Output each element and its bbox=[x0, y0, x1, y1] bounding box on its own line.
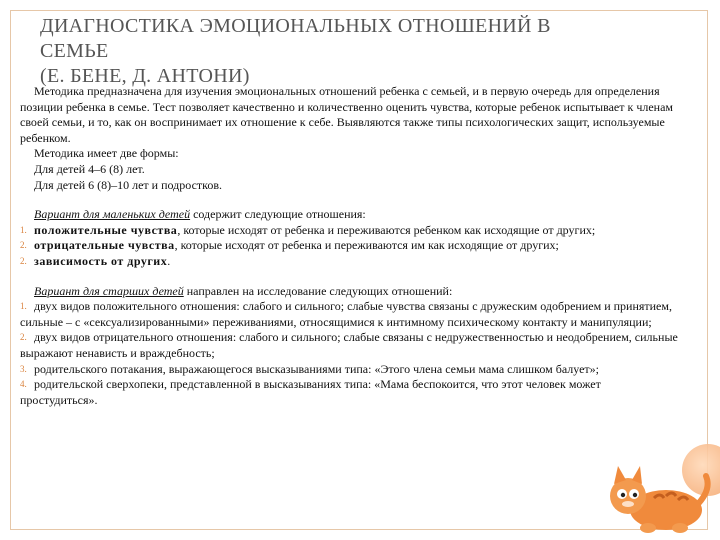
old-item bbox=[20, 299, 680, 330]
list-number: 1. bbox=[20, 301, 27, 312]
list-number: 4. bbox=[20, 379, 27, 390]
young-item bbox=[20, 223, 680, 239]
list-number: 2. bbox=[20, 255, 27, 266]
title-line-2: СЕМЬЕ bbox=[40, 40, 109, 62]
variant-young-label: Вариант для маленьких детей bbox=[34, 207, 191, 222]
old-item bbox=[20, 362, 680, 378]
form-2: Для детей 6 (8)–10 лет и подростков. bbox=[34, 177, 223, 192]
variant-young-rest: содержит следующие отношения: bbox=[190, 207, 366, 222]
item-bold: положительные чувства bbox=[34, 222, 178, 237]
intro-paragraph: Методика предназначена для изучения эмоциональных отношений ребенка с семьей, и в первую очередь для определения позиции ребенка в семье. Тест позволяет качественно и количественно оценить чувства, которые ребенок испытывает к членам своей семьи, и то, как он воспринимает их отношение к себе. Выявляются также типы психологических защит, используемые ребенком. bbox=[20, 84, 674, 145]
slide-title bbox=[40, 14, 680, 89]
item-text: двух видов отрицательного отношения: слабого и сильного; слабые связаны с недружественностью и неодобрением, сильные выражают ненависть и враждебность; bbox=[20, 330, 678, 360]
list-number: 3. bbox=[20, 363, 27, 374]
item-text: двух видов положительного отношения: слабого и сильного; слабые чувства связаны с дружеским одобрением и принятием, сильные – с «сексуализированными» переживаниями, относящимися к интимному психическому контакту и манипуляции; bbox=[20, 299, 672, 329]
item-text: . bbox=[167, 253, 171, 268]
young-item bbox=[20, 238, 680, 254]
forms-intro: Методика имеет две формы: bbox=[34, 146, 179, 161]
variant-old-heading bbox=[20, 284, 680, 300]
cat-illustration bbox=[596, 458, 714, 538]
item-bold: отрицательные чувства bbox=[34, 238, 175, 253]
title-line-1: ДИАГНОСТИКА ЭМОЦИОНАЛЬНЫХ ОТНОШЕНИЙ В bbox=[40, 15, 551, 37]
item-text: , которые исходят от ребенка и переживаются им как исходящие от других; bbox=[174, 238, 559, 253]
variant-old-rest: направлен на исследование следующих отношений: bbox=[183, 283, 453, 298]
variant-old-label: Вариант для старших детей bbox=[34, 283, 184, 298]
list-number: 2. bbox=[20, 240, 27, 251]
item-bold: зависимость от других bbox=[34, 253, 168, 268]
variant-young-heading bbox=[20, 207, 680, 223]
slide-body bbox=[20, 84, 680, 408]
young-item bbox=[20, 254, 680, 270]
list-number: 2. bbox=[20, 332, 27, 343]
title-line-3: (Е. БЕНЕ, Д. АНТОНИ) bbox=[40, 65, 250, 87]
form-1: Для детей 4–6 (8) лет. bbox=[34, 161, 145, 176]
item-text: , которые исходят от ребенка и переживаются ребенком как исходящие от других; bbox=[177, 222, 596, 237]
old-item bbox=[20, 377, 680, 408]
item-text: родительской сверхопеки, представленной в высказываниях типа: «Мама беспокоится, что этот человек может простудиться». bbox=[20, 377, 601, 407]
list-number: 1. bbox=[20, 224, 27, 235]
item-text: родительского потакания, выражающегося высказываниями типа: «Этого члена семьи мама слишком балует»; bbox=[34, 361, 599, 376]
old-item bbox=[20, 330, 680, 361]
